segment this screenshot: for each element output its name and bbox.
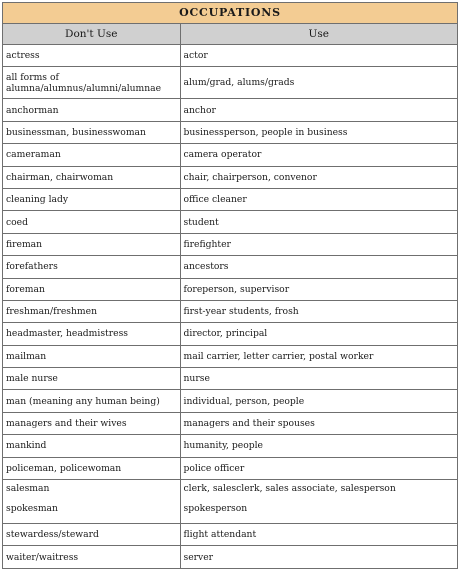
dont-use-cell: foreman [3, 278, 180, 300]
dont-use-cell: waiter/waitress [6, 551, 79, 563]
table-row [3, 345, 457, 367]
table-row [3, 300, 457, 322]
use-cell: mail carrier, letter carrier, postal worker [180, 345, 457, 367]
use-cell: alum/grad, alums/grads [180, 67, 457, 99]
use-cell: anchor [180, 99, 457, 121]
table-row [3, 211, 457, 233]
use-cell: humanity, people [180, 435, 457, 457]
use-cell: flight attendant [180, 524, 457, 546]
dont-use-cell: actress [3, 45, 180, 67]
use-line: clerk, salesclerk, sales associate, salesperson [183, 483, 396, 495]
use-cell: ancestors [180, 256, 457, 278]
use-cell: director, principal [180, 323, 457, 345]
table-row [3, 368, 457, 390]
dont-use-cell: male nurse [3, 368, 180, 390]
use-cell: chair, chairperson, convenor [180, 166, 457, 188]
header-dont-use: Don't Use [3, 24, 180, 45]
use-cell: individual, person, people [180, 390, 457, 412]
dont-use-cell: forefathers [3, 256, 180, 278]
dont-use-cell [3, 480, 180, 524]
table-row [3, 546, 457, 568]
dont-use-cell: chairman, chairwoman [3, 166, 180, 188]
use-cell: managers and their spouses [180, 412, 457, 434]
dont-use-line: salesman [6, 483, 50, 495]
table-row [3, 435, 457, 457]
table-row [3, 166, 457, 188]
use-cell: police officer [180, 457, 457, 479]
table-row [3, 480, 457, 524]
table-row [3, 144, 457, 166]
dont-use-cell: stewardess/steward [3, 524, 180, 546]
occupations-table [3, 24, 457, 568]
use-cell: server [180, 546, 457, 568]
table-row [3, 256, 457, 278]
table-row [3, 457, 457, 479]
table-row [3, 412, 457, 434]
dont-use-cell: businessman, businesswoman [3, 121, 180, 143]
use-cell: firefighter [180, 233, 457, 255]
table-row [3, 524, 457, 546]
dont-use-cell: policeman, policewoman [3, 457, 180, 479]
dont-use-cell: fireman [3, 233, 180, 255]
dont-use-cell: cleaning lady [3, 188, 180, 210]
use-cell: camera operator [180, 144, 457, 166]
table-row [3, 390, 457, 412]
use-cell [180, 480, 457, 524]
table-row [3, 233, 457, 255]
table-row [3, 278, 457, 300]
dont-use-cell: anchorman [3, 99, 180, 121]
use-cell: businessperson, people in business [180, 121, 457, 143]
dont-use-cell: headmaster, headmistress [3, 323, 180, 345]
dont-use-cell: mailman [3, 345, 180, 367]
dont-use-cell: man (meaning any human being) [3, 390, 180, 412]
dont-use-cell: cameraman [3, 144, 180, 166]
use-cell: first-year students, frosh [180, 300, 457, 322]
table-row [3, 188, 457, 210]
table-row [3, 45, 457, 67]
dont-use-cell: freshman/freshmen [3, 300, 180, 322]
use-cell: actor [180, 45, 457, 67]
dont-use-cell: managers and their wives [3, 412, 180, 434]
header-row [3, 24, 457, 45]
table-row [3, 121, 457, 143]
dont-use-cell: mankind [3, 435, 180, 457]
dont-use-cell: coed [3, 211, 180, 233]
use-line: spokesperson [183, 503, 248, 515]
use-cell: student [180, 211, 457, 233]
table-title: OCCUPATIONS [3, 3, 457, 24]
use-cell: nurse [180, 368, 457, 390]
table-row [3, 323, 457, 345]
use-cell: office cleaner [180, 188, 457, 210]
header-use: Use [180, 24, 457, 45]
table-row [3, 67, 457, 99]
occupations-table-panel [2, 2, 458, 569]
dont-use-line: spokesman [6, 503, 58, 515]
table-row [3, 99, 457, 121]
use-cell: foreperson, supervisor [180, 278, 457, 300]
dont-use-cell: all forms of alumna/alumnus/alumni/alumnae [3, 67, 180, 99]
